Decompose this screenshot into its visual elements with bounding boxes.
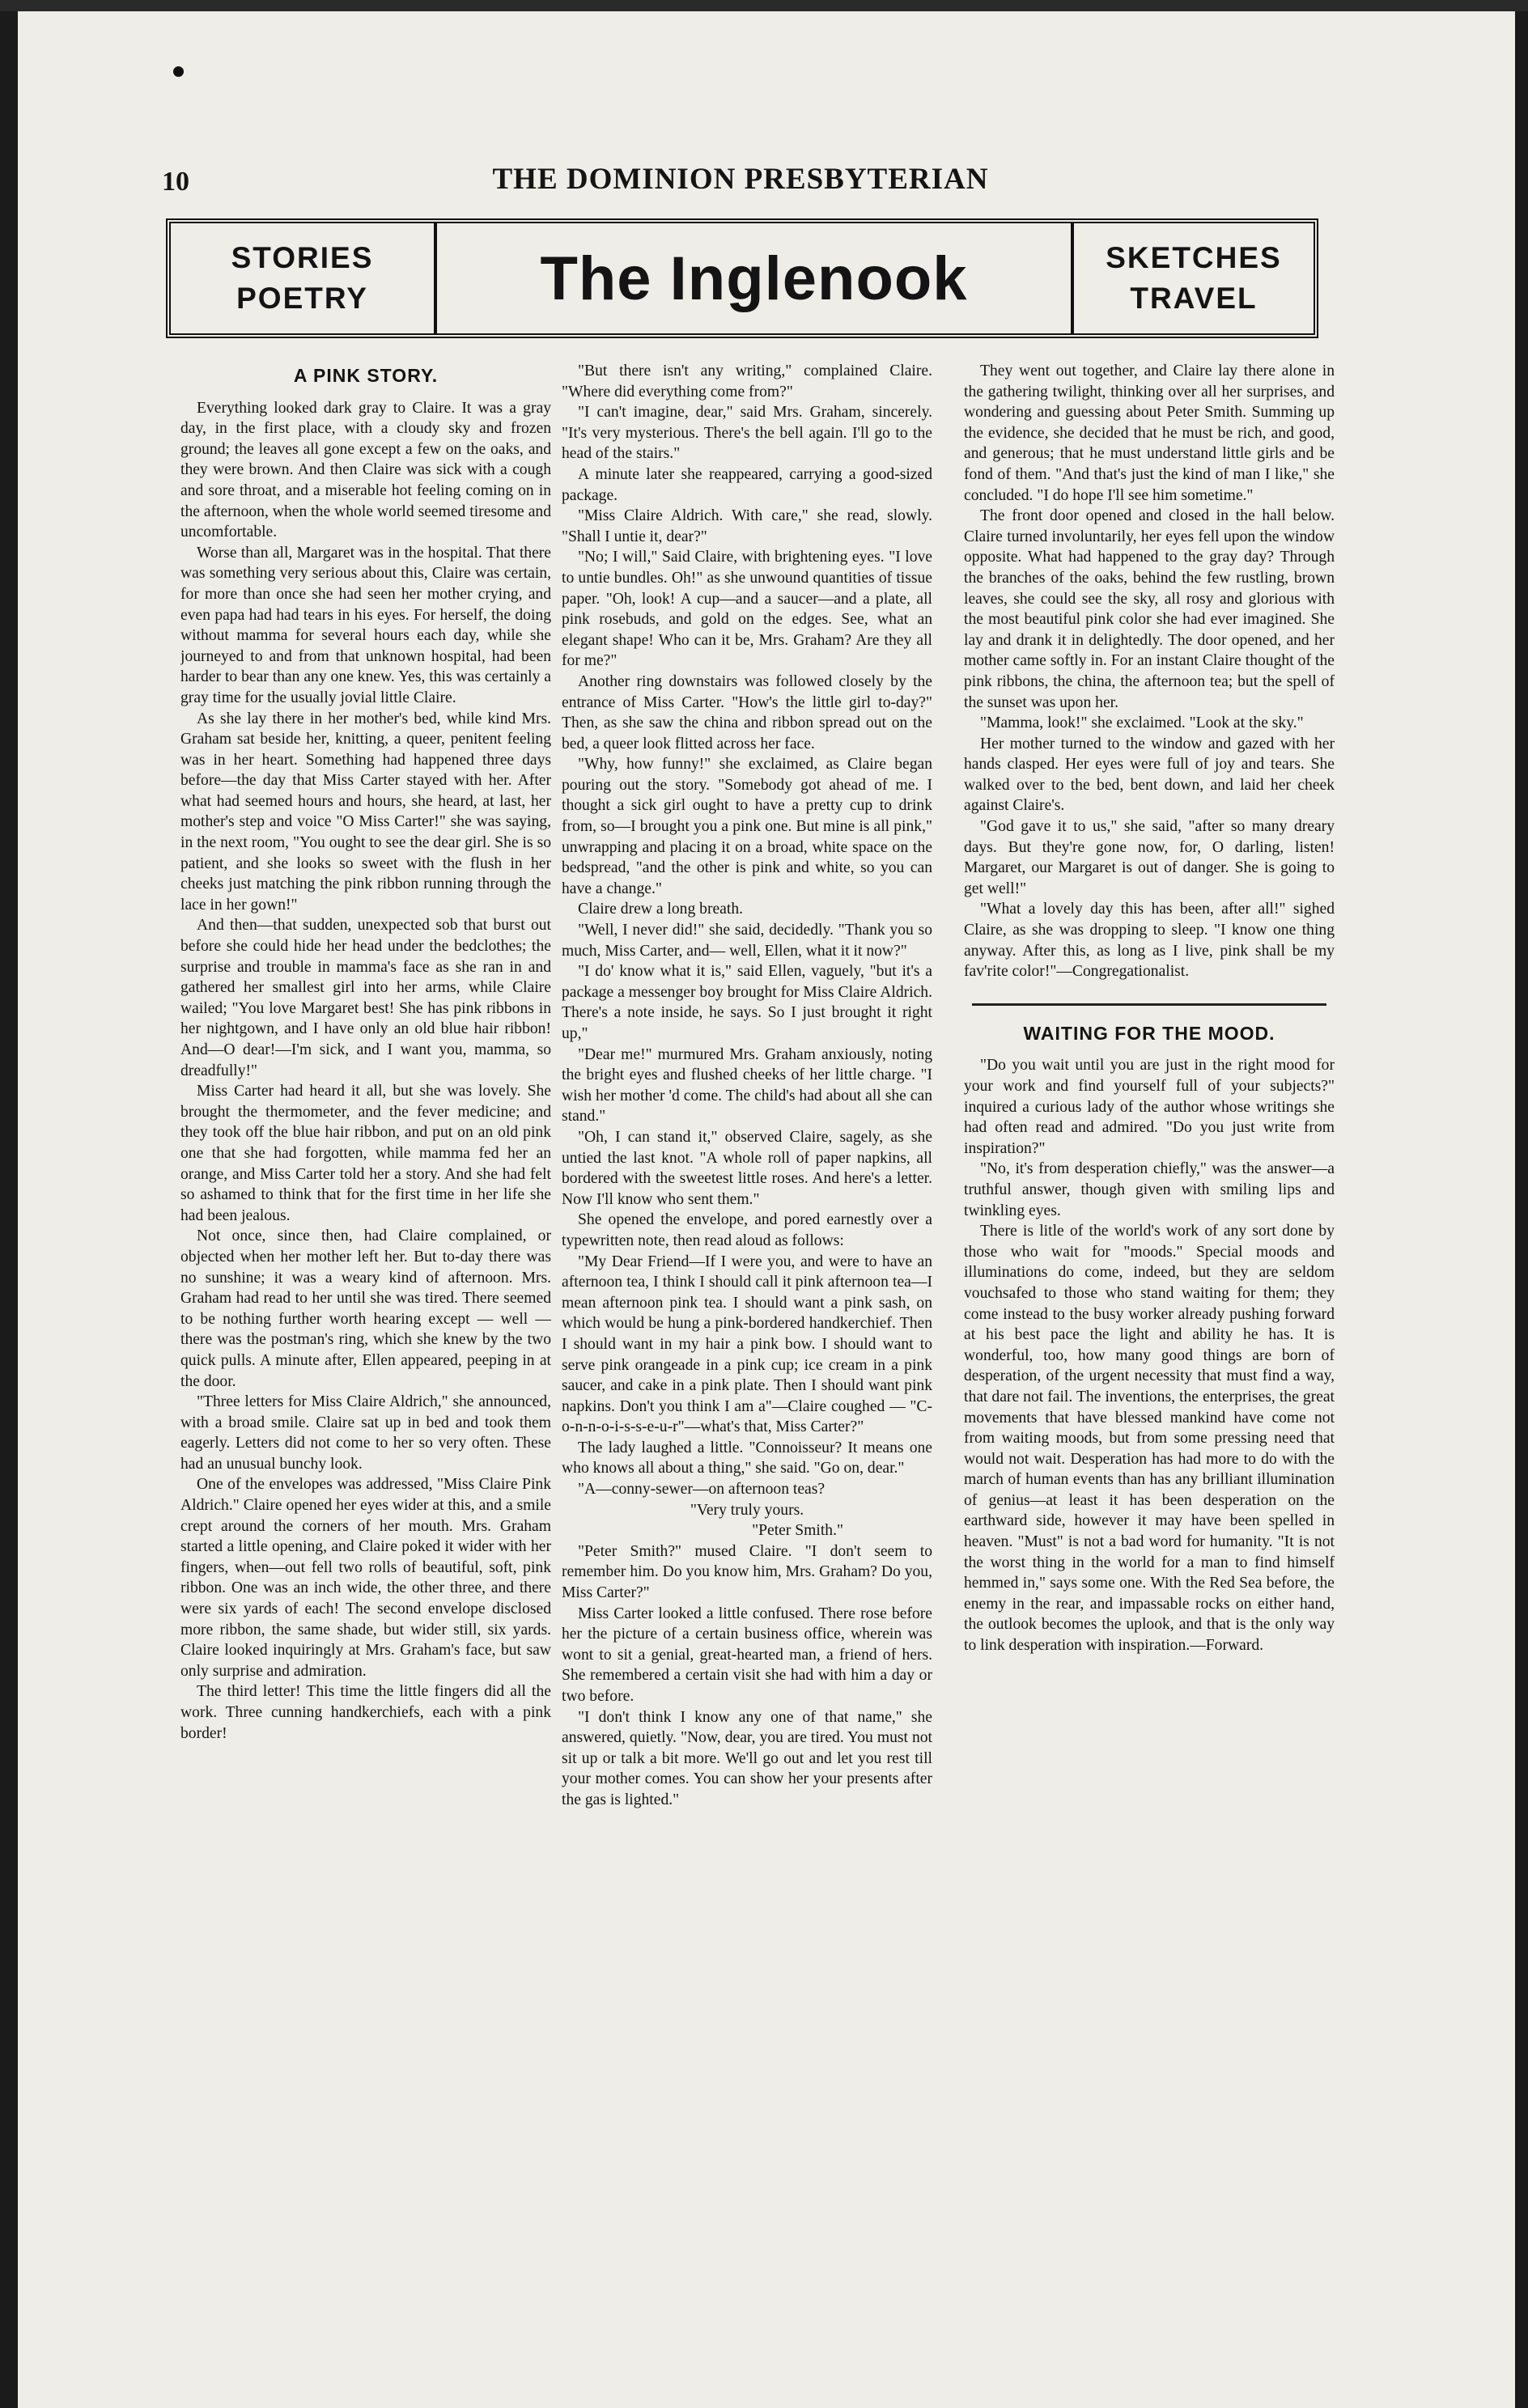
paragraph: And then—that sudden, unexpected sob that burst out before she could hide her head under the bedclothes; the surprise and trouble in mamma's face as she ran in and gathered her smallest girl into her arms, while Claire wailed; "You love Margaret best! She has pink ribbons in her nightgown, and I have only an old blue hair ribbon! And—O dear!—I'm sick, and I want you, mamma, so dreadfully!" bbox=[180, 917, 551, 1079]
ink-spot bbox=[173, 66, 184, 77]
masthead-right-box bbox=[1071, 223, 1314, 333]
paragraph: "No, it's from desperation chiefly," was the answer—a truthful answer, though given with smiling lips and twinkling eyes. bbox=[964, 1160, 1335, 1219]
paragraph: They went out together, and Claire lay there alone in the gathering twilight, thinking over all her surprises, and wondering and guessing about Peter Smith. Summing up the evidence, she decided that he must be rich, and good, and generous; that he must understand little girls and be fond of them. "And that's just the kind of man I like," she concluded. "I do hope I'll see him sometime." bbox=[964, 362, 1335, 504]
running-header bbox=[162, 162, 1319, 202]
paragraph: "A—conny-sewer—on afternoon teas? bbox=[578, 1481, 826, 1499]
masthead-sketches-label: SKETCHES bbox=[1106, 241, 1282, 274]
paragraph: Her mother turned to the window and gazed with her hands clasped. Her eyes were full of joy and tears. She walked over to the bed, bent down, and laid her cheek against Claire's. bbox=[964, 735, 1335, 815]
paragraph: The front door opened and closed in the hall below. Claire turned involuntarily, her eyes fell upon the window opposite. What had happened to the gray day? Through the branches of the oaks, behind the few rustling, brown leaves, she could see the sky, all rosy and glorious with the most beautiful pink color she had ever imagined. She lay and drank it in delightedly. The door opened, and her mother came softly in. For an instant Claire thought of the pink ribbons, the china, the afternoon tea; but the spell of the sunset was upon her. bbox=[964, 507, 1335, 711]
paragraph: Miss Carter looked a little confused. There rose before her the picture of a certain business office, wherein was wont to sit a genial, great-hearted man, a friend of hers. She remembered a certain visit she had with him a day or two before. bbox=[562, 1605, 932, 1705]
story-title: WAITING FOR THE MOOD. bbox=[1023, 1022, 1275, 1044]
paragraph: She opened the envelope, and pored earnestly over a typewritten note, then read aloud as follows: bbox=[562, 1211, 932, 1249]
paragraph: The lady laughed a little. "Connoisseur? It means one who knows all about a thing," she said. "Go on, dear." bbox=[562, 1439, 932, 1477]
masthead-center-box bbox=[434, 223, 1074, 333]
paragraph: Everything looked dark gray to Claire. It was a gray day, in the first place, with a cloudy sky and frozen ground; the leaves all gone except a few on the oaks, and they were brown. And then Claire was sick with a cough and sore throat, and a miserable hot feeling coming on in the afternoon, when the whole world seemed tiresome and uncomfortable. bbox=[180, 399, 551, 541]
masthead-poetry-label: POETRY bbox=[236, 282, 368, 315]
paragraph: "No; I will," Said Claire, with brightening eyes. "I love to untie bundles. Oh!" as she unwound quantities of tissue paper. "Oh, look! A cup—and a saucer—and a plate, all pink rosebuds, and gold on the edges. See, what an elegant shape! Who can it be, Mrs. Graham? Are they all for me?" bbox=[562, 549, 932, 670]
paragraph: "Well, I never did!" she said, decidedly. "Thank you so much, Miss Carter, and— well, Ellen, what it it now?" bbox=[562, 922, 932, 960]
text-column-3 bbox=[964, 361, 1335, 2327]
paragraph: One of the envelopes was addressed, "Miss Claire Pink Aldrich." Claire opened her eyes wider at this, and a smile crept around the corners of her mouth. Mrs. Graham started a little opening, and Claire poked it wider with her fingers, when—out fell two rolls of beautiful, soft, pink ribbon. One was an inch wide, the other three, and there were six yards of each! The second envelope disclosed more ribbon, the same shade, but wider still, six yards. Claire looked inquiringly at Mrs. Graham's face, but saw only surprise and admiration. bbox=[180, 1476, 551, 1680]
text-column-1 bbox=[180, 361, 551, 2327]
section-masthead bbox=[166, 218, 1318, 338]
paragraph: "I don't think I know any one of that name," she answered, quietly. "Now, dear, you are tired. You must not sit up or talk a bit more. We'll go out and let you rest till your mother comes. You can show her your presents after the gas is lighted." bbox=[562, 1708, 932, 1808]
paragraph: The third letter! This time the little fingers did all the work. Three cunning handkerchiefs, each with a pink border! bbox=[180, 1683, 551, 1742]
paragraph: "My Dear Friend—If I were you, and were to have an afternoon tea, I think I should call it pink afternoon tea—I mean afternoon pink tea. I should want a pink sash, on which would be hung a pink-bordered handkerchief. Then I should want in my hair a pink bow. I should want to serve pink orangeade in a pink cup; ice cream in a pink saucer, and cake in a pink plate. Then I should want pink napkins. Don't you think I am a"—Claire coughed — "C-o-n-n-o-i-s-s-e-u-r"—what's that, Miss Carter?" bbox=[562, 1253, 932, 1436]
masthead-travel-label: TRAVEL bbox=[1130, 282, 1258, 315]
scan-border-right bbox=[1515, 0, 1528, 2408]
paragraph: "Peter Smith?" mused Claire. "I don't seem to remember him. Do you know him, Mrs. Graham? Do you, Miss Carter?" bbox=[562, 1542, 932, 1602]
masthead-left-box bbox=[171, 223, 437, 333]
paragraph: "Mamma, look!" she exclaimed. "Look at the sky." bbox=[980, 714, 1304, 732]
story-title: A PINK STORY. bbox=[293, 365, 439, 386]
paragraph: There is litle of the world's work of any sort done by those who wait for "moods." Special moods and illuminations do come, indeed, but they are seldom vouchsafed to those who stand waiting for them; they come instead to the busy worker already pushing forward at his best pace the light and ability he has. It is wonderful, too, how many good things are born of desperation, of the urgent necessity that must find a way, that dare not fail. The inventions, the enterprises, the great movements that have blessed mankind have come not from waiting moods, but from some pressing need that would not wait. Desperation has had more to do with the march of human events than has any brilliant illumination of genius—at least it has been desperation on the earthward side, however it may have been spelled in heaven. "Must" is not a bad word for humanity. "It is not the worst thing in the world for a man to find himself hemmed in," says some one. With the Red Sea before, the enemy in the rear, and impassable rocks on either hand, the outlook becomes the uplook, and that is the only way to link desperation with inspiration.—Forward. bbox=[964, 1223, 1335, 1655]
paragraph: "Dear me!" murmured Mrs. Graham anxiously, noting the bright eyes and flushed cheeks of her little charge. "I wish her mother 'd come. The child's had about all she can stand." bbox=[562, 1045, 932, 1126]
letter-signature: "Peter Smith." bbox=[752, 1522, 843, 1540]
scan-border-left bbox=[0, 0, 18, 2408]
paragraph: "I do' know what it is," said Ellen, vaguely, "but it's a package a messenger boy brought for Miss Claire Aldrich. There's a note inside, he says. So I just brought it right up," bbox=[562, 963, 932, 1042]
paragraph: A minute later she reappeared, carrying a good-sized package. bbox=[562, 465, 932, 504]
paragraph: Not once, since then, had Claire complained, or objected when her mother left her. But to-day there was no sunshine; it was a weary kind of afternoon. Mrs. Graham had read to her until she was tired. There seemed to be nothing further worth hearing except — well —there was the postman's ring, which she knew by the two quick pulls. A minute after, Ellen appeared, peeping in at the door. bbox=[180, 1227, 551, 1390]
letter-closing: "Very truly yours. bbox=[690, 1501, 804, 1519]
masthead-stories-label: STORIES bbox=[231, 241, 374, 274]
paragraph: "Miss Claire Aldrich. With care," she read, slowly. "Shall I untie it, dear?" bbox=[562, 507, 932, 545]
journal-title: THE DOMINION PRESBYTERIAN bbox=[492, 163, 989, 196]
paragraph: "But there isn't any writing," complained Claire. "Where did everything come from?" bbox=[562, 362, 932, 401]
paragraph: "Why, how funny!" she exclaimed, as Claire began pouring out the story. "Somebody got ahead of me. I thought a sick girl ought to have a pretty cup to drink from, so—I brought you a pink one. But mine is all pink," unwrapping and placing it on a broad, white space on the bedspread, "and the other is pink and white, so you can have a change." bbox=[562, 756, 932, 897]
paragraph: "I can't imagine, dear," said Mrs. Graham, sincerely. "It's very mysterious. There's the bell again. I'll go to the head of the stairs." bbox=[562, 404, 932, 463]
scan-border-top bbox=[0, 0, 1528, 11]
paragraph: Miss Carter had heard it all, but she was lovely. She brought the thermometer, and the fever medicine; and they took off the blue hair ribbon, and put on an old pink one that she had forgotten, while mamma fed her an orange, and Miss Carter told her a story. And she had felt so ashamed to think that for the first time in her life she had been jealous. bbox=[180, 1083, 551, 1224]
paragraph: "Three letters for Miss Claire Aldrich," she announced, with a broad smile. Claire sat up in bed and took them eagerly. Letters did not come to her so very often. These had an unusual bunchy look. bbox=[180, 1393, 551, 1473]
story-divider bbox=[972, 1003, 1326, 1006]
paragraph: "God gave it to us," she said, "after so many dreary days. But they're gone now, for, O darling, listen! Margaret, our Margaret is out of danger. She is going to get well!" bbox=[964, 818, 1335, 897]
paragraph: "Do you wait until you are just in the right mood for your work and find yourself full of your subjects?" inquired a curious lady of the author whose writings she had often read and admired. "Do you just write from inspiration?" bbox=[964, 1057, 1335, 1157]
paragraph: Worse than all, Margaret was in the hospital. That there was something very serious about this, Claire was certain, for more than once she had seen her mother crying, and even papa had had tears in his eyes. For herself, the doing without mamma for several hours each day, while she journeyed to and from that unknown hospital, had been harder to bear than any one knew. Yes, this was certainly a gray time for the usually jovial little Claire. bbox=[180, 544, 551, 706]
paragraph: "What a lovely day this has been, after all!" sighed Claire, as she was dropping to sleep. "I know one thing anyway. After this, as long as I live, pink shall be my fav'rite color!"—Congregationalist. bbox=[964, 901, 1335, 981]
paragraph: "Oh, I can stand it," observed Claire, sagely, as she untied the last knot. "A whole roll of paper napkins, all bordered with the sweetest little roses. And here's a letter. Now I'll know who sent them." bbox=[562, 1128, 932, 1208]
page-number: 10 bbox=[162, 167, 189, 197]
paragraph: As she lay there in her mother's bed, while kind Mrs. Graham sat beside her, knitting, a queer, penitent feeling was in her heart. Something had happened three days before—the day that Miss Carter stayed with her. After what had seemed hours and hours, she heard, at last, her mother's step and voice "O Miss Carter!" she was saying, in the next room, "You ought to see the dear girl. She is so patient, and she looks so sweet with the flush in her cheeks just matching the pink ribbon running through the lace in her gown!" bbox=[180, 710, 551, 914]
section-title: The Inglenook bbox=[540, 244, 968, 313]
text-column-2 bbox=[562, 361, 932, 2327]
paragraph: Claire drew a long breath. bbox=[578, 901, 744, 918]
paragraph: Another ring downstairs was followed closely by the entrance of Miss Carter. "How's the little girl to-day?" Then, as she saw the china and ribbon spread out on the bed, a queer look flitted across her face. bbox=[562, 672, 932, 752]
